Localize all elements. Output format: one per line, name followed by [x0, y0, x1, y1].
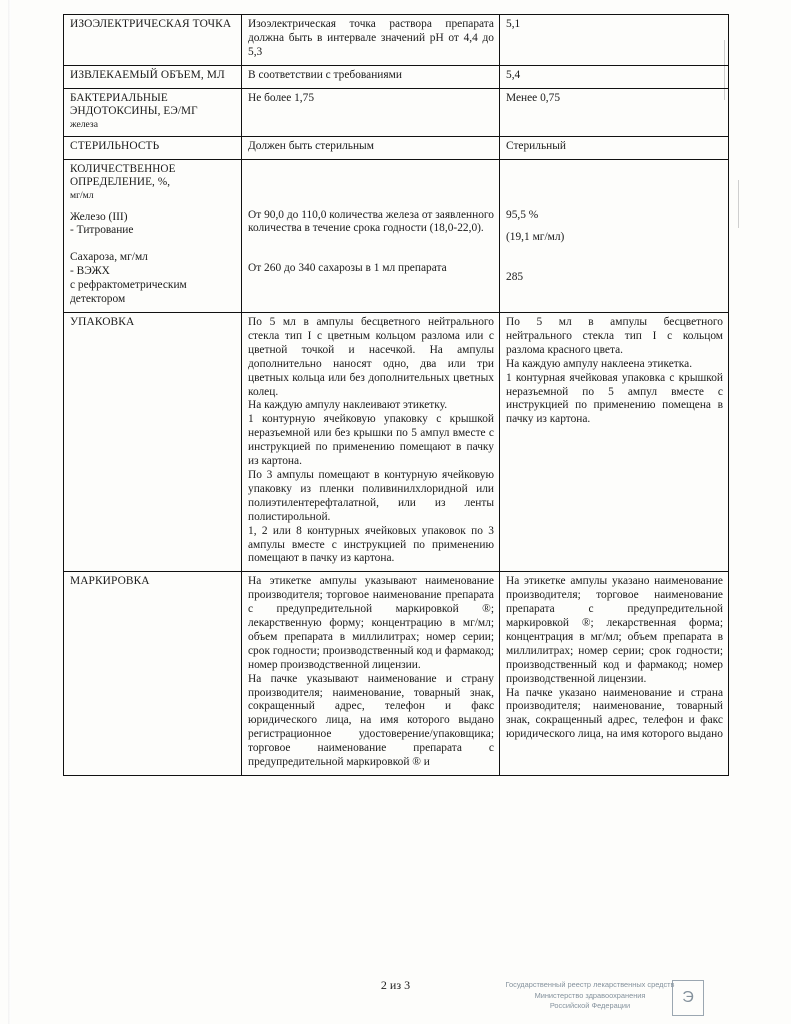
table-row	[64, 88, 729, 136]
scan-edge	[8, 0, 11, 1024]
parameter-note: железа	[70, 118, 98, 130]
sub-parameter-sucrose-line1: Сахароза, мг/мл	[70, 251, 148, 264]
requirement-cell: Не более 1,75	[242, 88, 500, 136]
result-iron-percent: 95,5 %	[506, 208, 539, 221]
marking-req-p1: На этикетке ампулы указывают наименование производителя; торговое наименование препарата с предупредительной маркировкой ®; лекарственную форму; концентрацию в мг/мл; объем препарата в миллилитрах; номер серии; срок годности; производственный код и фармакод; номер производственной лицензии.	[248, 575, 494, 671]
result-cell: 5,1	[500, 15, 729, 66]
packaging-res-p3: 1 контурная ячейковая упаковка с крышкой неразъемной по 5 ампул вместе с инструкцией по применению помещена в пачку из картона.	[506, 371, 723, 426]
sub-parameter-iron-line1: Железо (III)	[70, 210, 128, 223]
sub-parameter-sucrose-line3: с рефрактометрическим детектором	[70, 279, 187, 306]
requirement-cell: В соответствии с требованиями	[242, 65, 500, 88]
parameter-name: УПАКОВКА	[64, 313, 242, 572]
result-cell: Стерильный	[500, 136, 729, 159]
sub-parameter-iron-line2: - Титрование	[70, 224, 134, 237]
scan-artifact	[738, 180, 739, 228]
result-sucrose: 285	[506, 271, 524, 284]
marking-res-p1: На этикетке ампулы указано наименование производителя; торговое наименование препарата с предупредительной маркировкой ®; лекарственная форма; концентрация в мг/мл; объем препарата в миллилитрах; номер серии; срок годности; производственный код и фармакод; номер производственной лицензии.	[506, 575, 723, 685]
parameter-name: СТЕРИЛЬНОСТЬ	[64, 136, 242, 159]
packaging-req-p3: 1 контурную ячейковую упаковку с крышкой неразъемной или без крышки по 5 ампул вместе с инструкцией по применению помещают в пачку из картона.	[248, 413, 494, 468]
parameter-label: БАКТЕРИАЛЬНЫЕ ЭНДОТОКСИНЫ, ЕЭ/МГ	[70, 91, 198, 118]
marking-res-p2: На пачке указано наименование и страна производителя; наименование, товарный знак, сокращенный адрес, телефон и факс юридического лица, на имя которого выдано	[506, 686, 723, 741]
table-row-quantitative	[64, 159, 729, 312]
result-cell: 5,4	[500, 65, 729, 88]
table-row-marking	[64, 572, 729, 776]
parameter-name: ИЗОЭЛЕКТРИЧЕСКАЯ ТОЧКА	[64, 15, 242, 66]
parameter-name	[64, 88, 242, 136]
result-cell	[500, 159, 729, 312]
packaging-req-p4: По 3 ампулы помещают в контурную ячейковую упаковку из пленки поливинилхлоридной или полиэтилентерефталатной, или из ленты полистирольной.	[248, 468, 494, 523]
packaging-req-p1: По 5 мл в ампулы бесцветного нейтрального стекла тип I с цветным кольцом разлома или с цветной точкой и насечкой. На ампулы дополнительно наносят одно, два или три цветных кольца или без дополнительных цветных колец.	[248, 316, 494, 398]
parameter-name: МАРКИРОВКА	[64, 572, 242, 776]
table-row-packaging	[64, 313, 729, 572]
result-cell	[500, 313, 729, 572]
parameter-name: ИЗВЛЕКАЕМЫЙ ОБЪЕМ, МЛ	[64, 65, 242, 88]
requirement-cell	[242, 159, 500, 312]
requirement-iron: От 90,0 до 110,0 количества железа от заявленного количества в течение срока годности (18,0-22,0).	[248, 208, 494, 235]
requirement-cell	[242, 313, 500, 572]
page-number: 2 из 3	[380, 978, 411, 992]
stamp-line-1: Государственный реестр лекарственных средств	[505, 980, 675, 989]
parameter-units: мг/мл	[70, 189, 94, 201]
stamp-box-glyph: Э	[672, 980, 704, 1016]
table-row	[64, 136, 729, 159]
result-cell: Менее 0,75	[500, 88, 729, 136]
packaging-res-p2: На каждую ампулу наклеена этикетка.	[506, 357, 693, 370]
table-row	[64, 15, 729, 66]
result-iron-mgml: (19,1 мг/мл)	[506, 231, 565, 244]
packaging-res-p1: По 5 мл в ампулы бесцветного нейтрального стекла тип I с кольцом разлома красного цвета.	[506, 316, 723, 356]
requirement-sucrose: От 260 до 340 сахарозы в 1 мл препарата	[248, 262, 447, 275]
requirement-cell: Изоэлектрическая точка раствора препарата должна быть в интервале значений pH от 4,4 до 5,3	[242, 15, 500, 66]
specification-table	[63, 14, 729, 776]
result-cell	[500, 572, 729, 776]
requirement-cell	[242, 572, 500, 776]
requirement-cell: Должен быть стерильным	[242, 136, 500, 159]
stamp-line-2: Министерство здравоохранения	[534, 990, 646, 1000]
table-row	[64, 65, 729, 88]
stamp-line-3: Российской Федерации	[549, 1001, 631, 1011]
packaging-req-p5: 1, 2 или 8 контурных ячейковых упаковок по 3 ампулы вместе с инструкцией по применению помещают в пачку из картона.	[248, 524, 494, 565]
parameter-name	[64, 159, 242, 312]
sub-parameter-sucrose-line2: - ВЭЖХ	[70, 265, 110, 278]
packaging-req-p2: На каждую ампулу наклеивают этикетку.	[248, 399, 448, 412]
parameter-label: КОЛИЧЕСТВЕННОЕ ОПРЕДЕЛЕНИЕ, %,	[70, 162, 176, 189]
marking-req-p2: На пачке указывают наименование и страну производителя; наименование, товарный знак, сокращенный адрес, телефон и факс юридического лица, на имя которого выдано регистрационное удостоверение/упаковщика; торговое наименование препарата с предупредительной маркировкой ® и	[248, 672, 494, 769]
